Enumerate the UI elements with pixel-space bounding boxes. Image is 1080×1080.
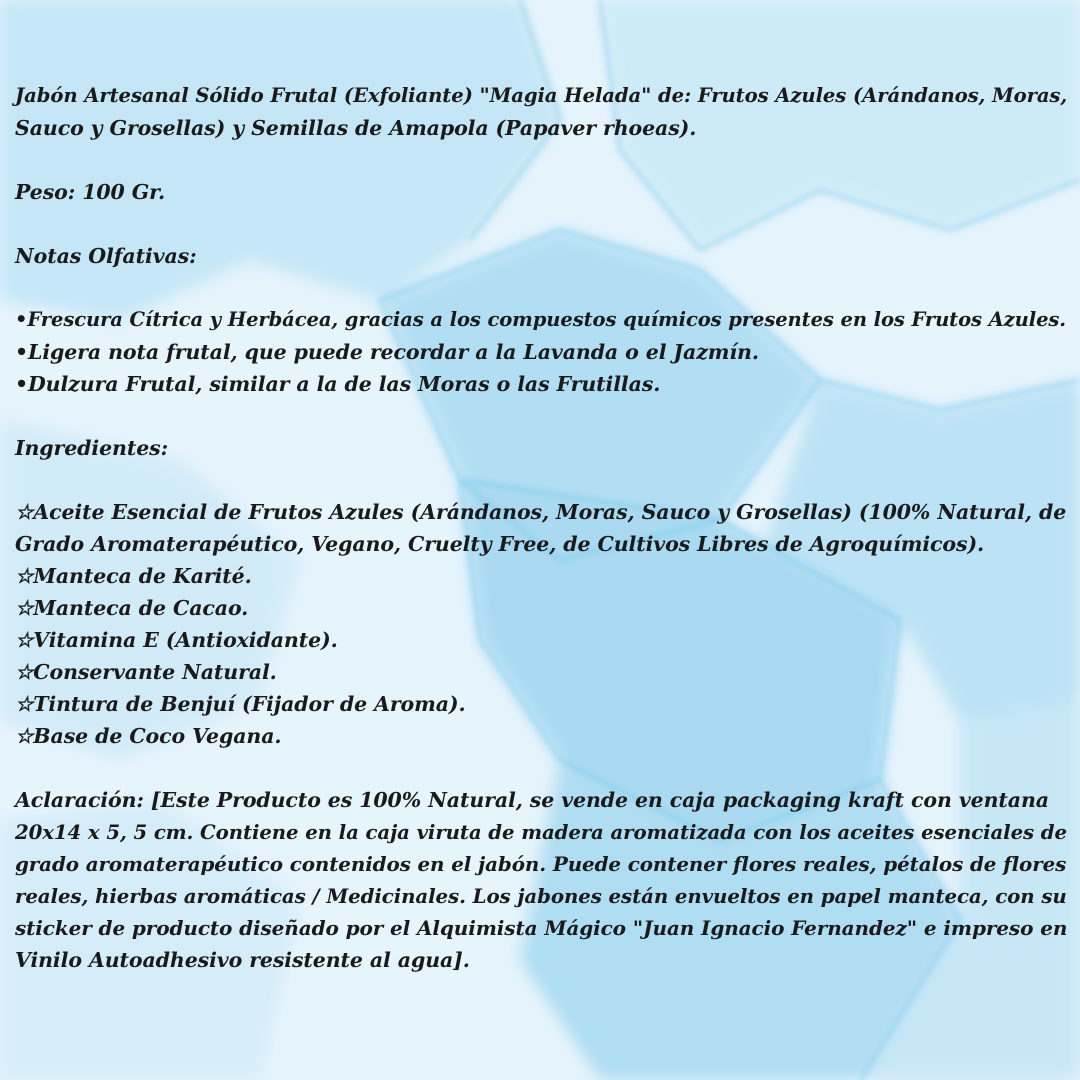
spacer xyxy=(15,464,1073,496)
olfactory-list xyxy=(15,304,1073,400)
product-title xyxy=(15,80,1073,144)
olfactory-item: •Dulzura Frutal, similar a la de las Moras o las Frutillas. xyxy=(15,372,661,396)
spacer xyxy=(15,272,1073,304)
ingredients-heading-text: Ingredientes: xyxy=(15,436,169,460)
ingredient-item: ☆Base de Coco Vegana. xyxy=(15,724,282,748)
note-line: Aclaración: [Este Producto es 100% Natural, se vende en caja packaging kraft con ventana xyxy=(15,788,1049,812)
ingredient-item: ☆Vitamina E (Antioxidante). xyxy=(15,628,338,652)
note-line: reales, hierbas aromáticas / Medicinales. Los jabones están envueltos en papel manteca, con su xyxy=(15,884,1067,908)
ingredient-item: ☆Conservante Natural. xyxy=(15,660,277,684)
ingredient-item-continuation: Grado Aromaterapéutico, Vegano, Cruelty Free, de Cultivos Libres de Agroquímicos). xyxy=(15,532,985,556)
olfactory-item: •Ligera nota frutal, que puede recordar a la Lavanda o el Jazmín. xyxy=(15,340,759,364)
spacer xyxy=(15,752,1073,784)
spacer xyxy=(15,208,1073,240)
olfactory-heading-text: Notas Olfativas: xyxy=(15,244,197,268)
clarification-note xyxy=(15,784,1073,976)
title-line: Jabón Artesanal Sólido Frutal (Exfoliante) "Magia Helada" de: Frutos Azules (Arándanos, Moras, xyxy=(15,84,1068,107)
ingredient-item: ☆Aceite Esencial de Frutos Azules (Arándanos, Moras, Sauco y Grosellas) (100% Natural, de xyxy=(15,500,1067,524)
spacer xyxy=(15,144,1073,176)
olfactory-heading xyxy=(15,240,1073,272)
note-line: sticker de producto diseñado por el Alquimista Mágico "Juan Ignacio Fernandez" e impreso en xyxy=(15,916,1068,940)
ingredients-list xyxy=(15,496,1073,752)
note-line: grado aromaterapéutico contenidos en el jabón. Puede contener flores reales, pétalos de flores xyxy=(15,852,1067,876)
olfactory-item: •Frescura Cítrica y Herbácea, gracias a los compuestos químicos presentes en los Frutos Azules. xyxy=(15,308,1067,331)
weight-value: Peso: 100 Gr. xyxy=(15,180,166,204)
product-description xyxy=(15,80,1073,976)
title-line: Sauco y Grosellas) y Semillas de Amapola (Papaver rhoeas). xyxy=(15,116,697,140)
note-line: 20x14 x 5, 5 cm. Contiene en la caja viruta de madera aromatizada con los aceites esenciales de xyxy=(15,820,1067,844)
ingredients-heading xyxy=(15,432,1073,464)
ingredient-item: ☆Tintura de Benjuí (Fijador de Aroma). xyxy=(15,692,466,716)
spacer xyxy=(15,400,1073,432)
weight-text xyxy=(15,176,1073,208)
ingredient-item: ☆Manteca de Cacao. xyxy=(15,596,249,620)
ingredient-item: ☆Manteca de Karité. xyxy=(15,564,252,588)
note-line: Vinilo Autoadhesivo resistente al agua]. xyxy=(15,948,470,972)
